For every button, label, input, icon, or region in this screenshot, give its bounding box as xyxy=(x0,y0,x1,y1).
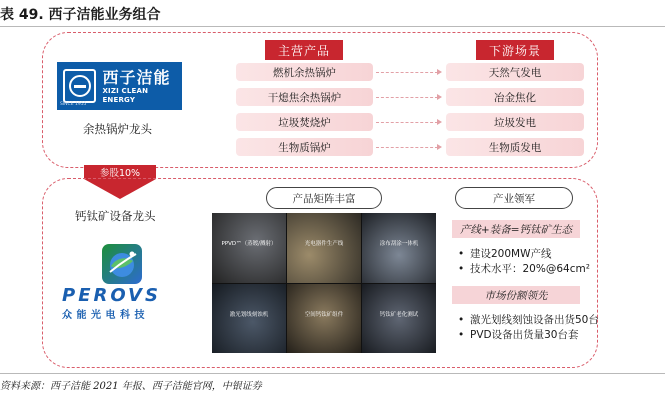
stake-label: 参股10% xyxy=(84,165,156,179)
product-image-caption: 空间钙钛矿组件 xyxy=(304,311,344,318)
product-pill: 燃机余热锅炉 xyxy=(236,63,373,81)
product-pill: 干熄焦余热锅炉 xyxy=(236,88,373,106)
market-bullet: • 激光划线刻蚀设备出货50台 xyxy=(458,314,599,326)
market-share-label: 市场份额领先 xyxy=(452,286,580,304)
logo-since: SINCE 1955 xyxy=(60,102,87,107)
top-rule xyxy=(0,26,665,27)
source-note: 资料来源：西子洁能 2021 年报、西子洁能官网，中银证券 xyxy=(0,381,262,392)
product-image-caption: 钙钛矿老化测试 xyxy=(379,311,419,318)
product-image xyxy=(212,213,286,283)
product-image xyxy=(362,284,436,354)
arrow-line xyxy=(376,97,438,98)
product-image xyxy=(362,213,436,283)
product-image xyxy=(287,284,361,354)
main-products-header: 主营产品 xyxy=(265,40,343,60)
downstream-pill: 冶金焦化 xyxy=(446,88,584,106)
xizi-company-label: 余热锅炉龙头 xyxy=(83,122,152,136)
downstream-pill: 天然气发电 xyxy=(446,63,584,81)
downstream-header: 下游场景 xyxy=(476,40,554,60)
figure-title: 表 49. 西子洁能业务组合 xyxy=(0,7,161,23)
product-pill: 垃圾焚烧炉 xyxy=(236,113,373,131)
product-matrix-title: 产品矩阵丰富 xyxy=(266,187,382,209)
ecosystem-bullet: • 技术水平：20%@64cm² xyxy=(458,263,590,275)
downstream-pill: 生物质发电 xyxy=(446,138,584,156)
arrow-right-icon xyxy=(437,94,442,100)
logo-en-name: XIZI CLEAN ENERGY xyxy=(102,86,149,104)
perovs-company-label: 钙钛矿设备龙头 xyxy=(75,209,156,223)
ecosystem-label: 产线+装备=钙钛矿生态 xyxy=(452,220,580,238)
xizi-emblem-icon xyxy=(63,69,96,103)
product-image xyxy=(287,213,361,283)
product-image xyxy=(212,284,286,354)
arrow-right-icon xyxy=(437,119,442,125)
product-image-caption: 光电器件生产线 xyxy=(304,241,344,247)
ecosystem-bullet: • 建设200MW产线 xyxy=(458,248,552,260)
downstream-pill: 垃圾发电 xyxy=(446,113,584,131)
industry-leader-title: 产业领军 xyxy=(455,187,573,209)
product-image-grid xyxy=(212,213,436,353)
product-image-caption: PPVD™（蒸镀/溅射） xyxy=(221,241,277,247)
perovs-app-icon xyxy=(102,244,142,284)
perovs-logo-text: PEROVS xyxy=(62,285,161,306)
market-bullet: • PVD设备出货量30台套 xyxy=(458,329,579,341)
arrow-right-icon xyxy=(437,69,442,75)
bullet-text: 建设200MW产线 xyxy=(470,248,552,260)
arrow-line xyxy=(376,72,438,73)
product-image-caption: 激光划线刻蚀机 xyxy=(229,311,269,318)
arrow-line xyxy=(376,122,438,123)
bottom-rule xyxy=(0,373,665,374)
logo-cn-name: 西子洁能 xyxy=(102,67,171,87)
bullet-text: PVD设备出货量30台套 xyxy=(470,329,579,341)
perovs-logo-cn: 众能光电科技 xyxy=(62,310,149,321)
arrow-line xyxy=(376,147,438,148)
bullet-text: 激光划线刻蚀设备出货50台 xyxy=(470,314,599,326)
product-image-caption: 涂布刮涂一体机 xyxy=(379,241,419,247)
arrow-right-icon xyxy=(437,144,442,150)
bullet-text: 技术水平：20%@64cm² xyxy=(470,263,590,275)
product-pill: 生物质锅炉 xyxy=(236,138,373,156)
